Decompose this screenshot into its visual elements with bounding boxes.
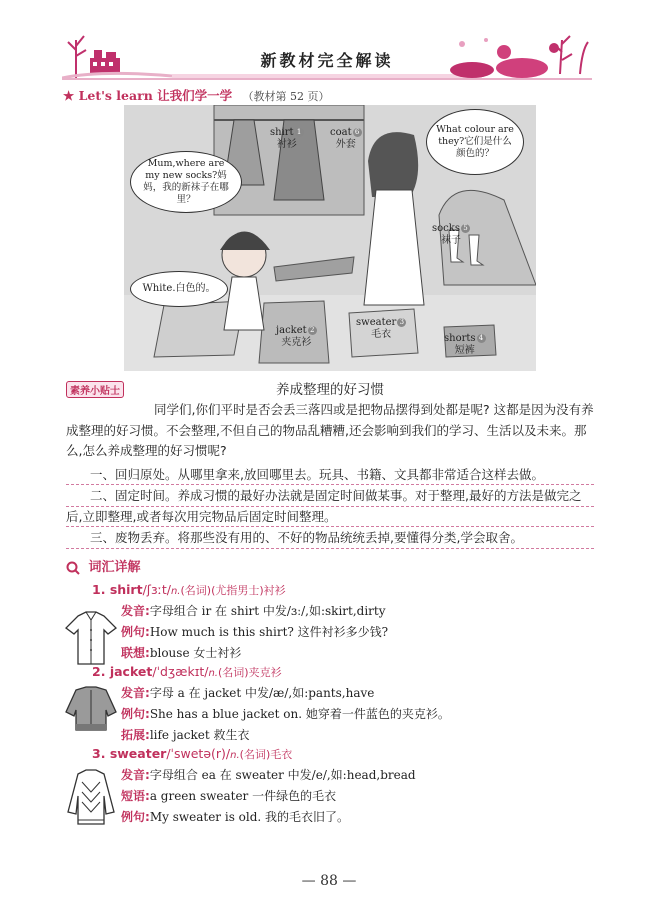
- word-entry-sweater: 3. sweater/ˈswetə(r)/n.(名词)毛衣: [92, 746, 293, 761]
- star-icon: ★: [63, 88, 75, 103]
- word-entry-jacket: 2. jacket/ˈdʒækɪt/n.(名词)夹克衫: [92, 664, 282, 679]
- page-header: [62, 30, 592, 82]
- bubble-mum-text: What colour are they?它们是什么颜色的？: [436, 124, 514, 159]
- page-number: — 88 —: [301, 873, 357, 889]
- bubble-white-text: White.白色的。: [142, 283, 216, 294]
- word-jacket-row-1: 发音:字母 a 在 jacket 中发/æ/,如:pants,have: [121, 686, 375, 700]
- dashed-divider: [66, 526, 594, 527]
- tip-paragraph-3: 二、固定时间。养成习惯的最好办法就是固定时间做某事。对于整理,最好的方法是做完之后,立即整理,或者每次用完物品后固定时间整理。: [66, 488, 582, 524]
- word-shirt-row-1: 发音:字母组合 ir 在 shirt 中发/ɜː/,如:skirt,dirty: [121, 604, 386, 618]
- magnifier-icon: [66, 561, 80, 575]
- dashed-divider: [66, 484, 594, 485]
- tip-badge: 素养小贴士: [66, 381, 124, 398]
- decorative-flowers-icon: [442, 30, 592, 80]
- word-shirt-row-2: 例句:How much is this shirt? 这件衬衫多少钱?: [121, 625, 389, 639]
- tip-paragraph-2: 一、回归原处。从哪里拿来,放回哪里去。玩具、书籍、文具都非常适合这样去做。: [90, 467, 544, 482]
- word-shirt-row-3: 联想:blouse 女士衬衫: [121, 646, 242, 660]
- number-badge-icon: 3: [397, 318, 406, 327]
- label-shirt: shirt 1 衬衫: [270, 127, 304, 151]
- sweater-picture: [64, 768, 118, 826]
- speech-bubble-white: [130, 271, 228, 307]
- label-jacket: jacket 2 夹克衫: [276, 325, 317, 349]
- number-badge-icon: 1: [295, 128, 304, 137]
- section-title-text: Let's learn 让我们学一学: [78, 88, 233, 103]
- label-coat: coat 6 外套: [330, 127, 362, 151]
- tip-paragraph-4: 三、废物丢弃。将那些没有用的、不好的物品统统丢掉,要懂得分类,学会取舍。: [90, 530, 523, 545]
- number-badge-icon: 4: [477, 334, 486, 343]
- speech-bubble-girl: [130, 151, 242, 213]
- section-title: [63, 86, 330, 104]
- number-badge-icon: 6: [353, 128, 362, 137]
- textbook-page-ref: （教材第 52 页）: [242, 90, 330, 103]
- number-badge-icon: 2: [308, 326, 317, 335]
- word-sweater-row-2: 短语:a green sweater 一件绿色的毛衣: [121, 789, 337, 803]
- header-title: 新教材完全解读: [260, 51, 394, 70]
- shirt-picture: [64, 610, 118, 666]
- bubble-girl-text: Mum,where are my new socks?妈妈，我的新袜子在哪里？: [143, 158, 229, 205]
- tip-paragraph-1: 同学们,你们平时是否会丢三落四或是把物品摆得到处都是呢? 这都是因为没有养成整理的好习惯。不会整理,不但自己的物品乱糟糟,还会影响到我们的学习、生活以及未来。那么,怎么养成整理的好习惯呢?: [66, 402, 594, 458]
- word-jacket-row-3: 拓展:life jacket 救生衣: [121, 728, 250, 742]
- dashed-divider: [66, 548, 594, 549]
- vocab-heading: 词汇详解: [66, 556, 141, 575]
- tip-title: 养成整理的好习惯: [276, 382, 384, 398]
- jacket-picture: [64, 686, 118, 732]
- word-jacket-row-2: 例句:She has a blue jacket on. 她穿着一件蓝色的夹克衫。: [121, 707, 450, 721]
- word-entry-shirt: 1. shirt/ʃɜːt/n.(名词)(尤指男士)衬衫: [92, 582, 286, 597]
- speech-bubble-mum: [426, 109, 524, 175]
- label-socks: socks 5 袜子: [432, 223, 470, 247]
- word-sweater-row-3: 例句:My sweater is old. 我的毛衣旧了。: [121, 810, 350, 824]
- illustration: [124, 105, 536, 371]
- number-badge-icon: 5: [461, 224, 470, 233]
- dashed-divider: [66, 506, 594, 507]
- word-sweater-row-1: 发音:字母组合 ea 在 sweater 中发/e/,如:head,bread: [121, 768, 416, 782]
- label-shorts: shorts 4 短裤: [444, 333, 486, 357]
- label-sweater: sweater 3 毛衣: [356, 317, 406, 341]
